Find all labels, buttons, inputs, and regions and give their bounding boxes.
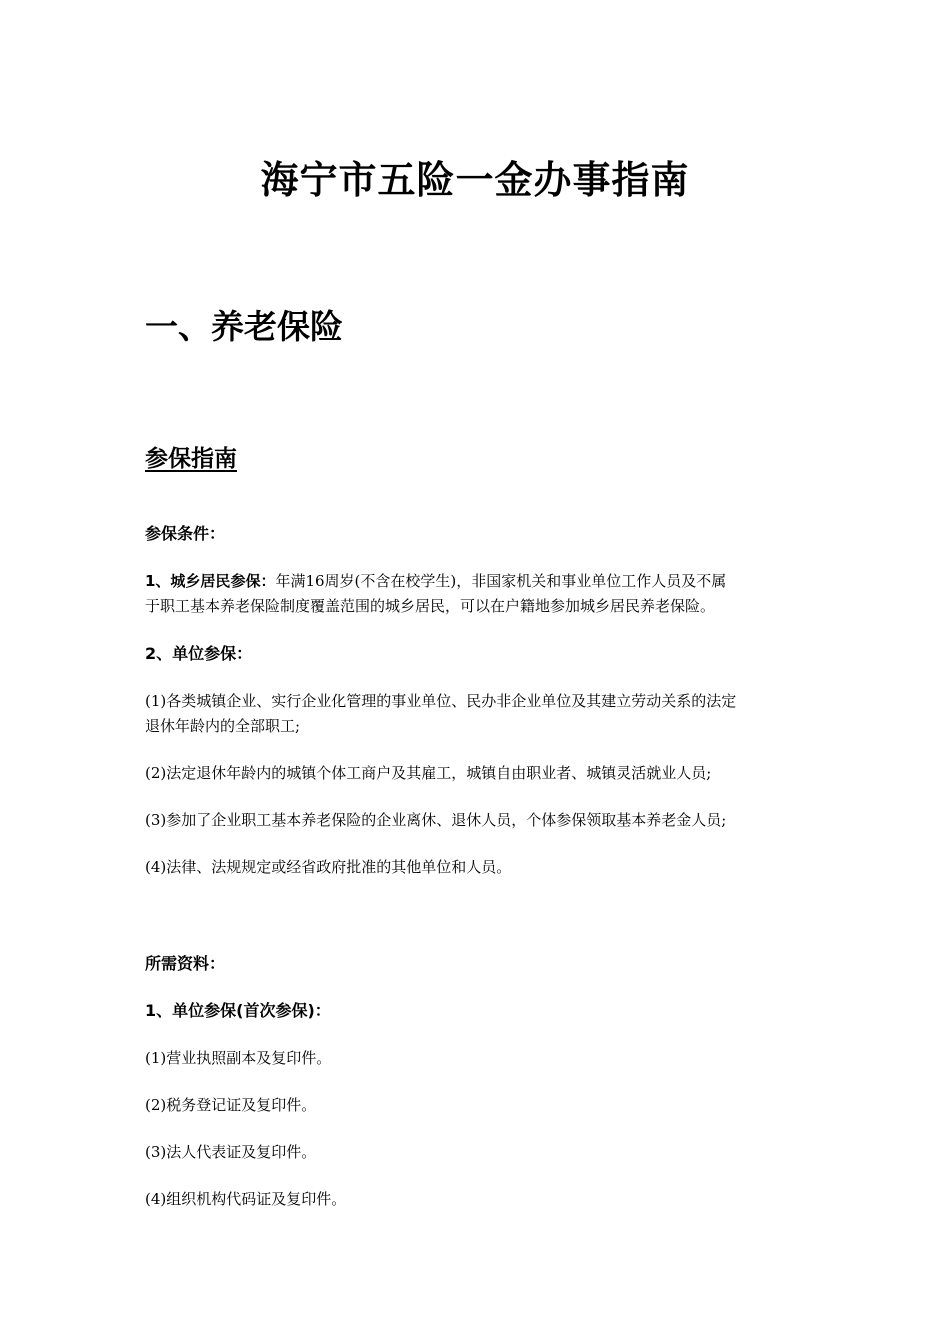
- materials-item-1-label: 1、单位参保(首次参保)：: [145, 1001, 331, 1020]
- condition-item-1-line-2: 于职工基本养老保险制度覆盖范围的城乡居民，可以在户籍地参加城乡居民养老保险。: [145, 597, 716, 615]
- material-point-4: (4)组织机构代码证及复印件。: [145, 1190, 347, 1208]
- section-heading-pension: 一、养老保险: [145, 307, 343, 346]
- material-point-3: (3)法人代表证及复印件。: [145, 1143, 317, 1161]
- condition-item-1-lead: 1、城乡居民参保：: [145, 572, 276, 590]
- condition-point-1-line-2: 退休年龄内的全部职工;: [145, 717, 301, 735]
- condition-point-2: (2)法定退休年龄内的城镇个体工商户及其雇工，城镇自由职业者、城镇灵活就业人员;: [145, 764, 712, 782]
- materials-label: 所需资料：: [145, 954, 226, 973]
- condition-item-2-label: 2、单位参保：: [145, 644, 253, 663]
- condition-point-1-line-1: (1)各类城镇企业、实行企业化管理的事业单位、民办非企业单位及其建立劳动关系的法定: [145, 692, 737, 710]
- document-title: 海宁市五险一金办事指南: [260, 158, 690, 202]
- condition-point-3: (3)参加了企业职工基本养老保险的企业离休、退休人员，个体参保领取基本养老金人员;: [145, 811, 727, 829]
- material-point-1: (1)营业执照副本及复印件。: [145, 1049, 332, 1067]
- condition-point-4: (4)法律、法规规定或经省政府批准的其他单位和人员。: [145, 858, 512, 876]
- material-point-2: (2)税务登记证及复印件。: [145, 1096, 317, 1114]
- subheading-enrollment-guide: 参保指南: [145, 446, 237, 472]
- condition-item-1-line-1: [145, 569, 726, 593]
- condition-item-1-text: 年满16周岁(不含在校学生)，非国家机关和事业单位工作人员及不属: [275, 572, 727, 590]
- conditions-label: 参保条件：: [145, 524, 226, 543]
